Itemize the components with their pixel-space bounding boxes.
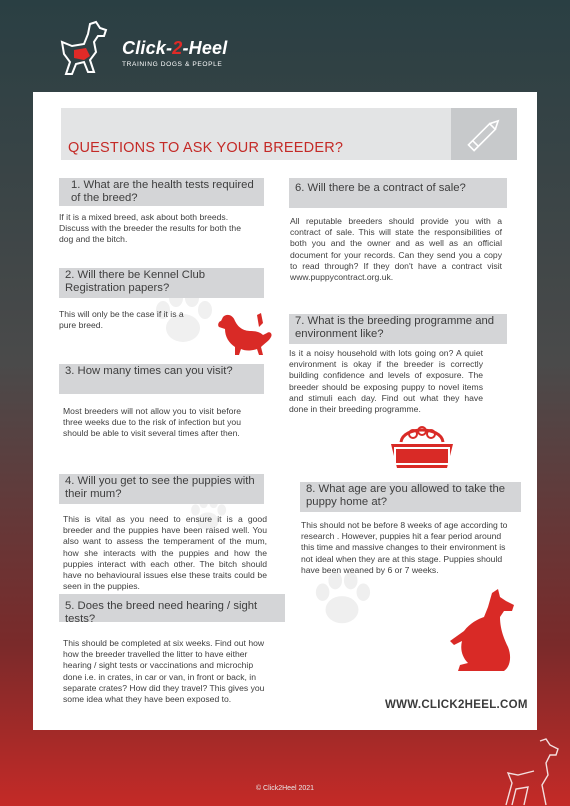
title-box — [61, 108, 463, 160]
question-5-answer: This should be completed at six weeks. Find out how how the breeder travelled the litter to have either hearing / sight tests or vaccinations and microchip done i.e. in crates, in car or van, in front or back, in separate crates? How did they travel? This gives you some idea what they have been exposed to. — [63, 638, 265, 705]
content-card — [33, 92, 537, 730]
website-link[interactable]: WWW.CLICK2HEEL.COM — [385, 699, 528, 711]
question-8-heading: 8. What age are you allowed to take the puppy home at? — [300, 482, 521, 512]
question-7-heading: 7. What is the breeding programme and environment like? — [289, 314, 507, 344]
dog-logo-icon — [60, 20, 112, 76]
copyright-text: © Click2Heel 2021 — [255, 785, 315, 792]
question-3-answer: Most breeders will not allow you to visit before three weeks due to the risk of infection but you should be able to visit several times after then. — [63, 406, 241, 439]
question-4-heading: 4. Will you get to see the puppies with their mum? — [59, 474, 264, 504]
pencil-icon — [451, 108, 517, 160]
question-6-answer: All reputable breeders should provide you with a contract of sale. This will state the responsibilities of both you and the owner and as well as an official document for your records. Can they send you a copy to read through? If they don't have a contract visit www.puppycontract.org.uk. — [290, 216, 502, 283]
question-1-answer: If it is a mixed breed, ask about both breeds. Discuss with the breeder the results for both the dog and the bitch. — [59, 212, 241, 245]
sitting-dog-icon — [448, 587, 524, 673]
question-4-answer: This is vital as you need to ensure it is a good breeder and the puppies have been raised well. You also want to assess the temperament of the mum, how she interacts with the puppies and how the puppies interact with each other. The bitch should have no behavioural issues else these traits could be seen in the puppies. — [63, 514, 267, 592]
pencil-box — [451, 108, 517, 160]
question-5-heading: 5. Does the breed need hearing / sight tests? — [59, 594, 285, 622]
question-7-answer: Is it a noisy household with lots going on? A quiet environment is okay if the breeder is correctly building confidence and levels of exposure. The breeder should be exposing puppy to novel items and stimuli each day. Find out what they have done in their breeding programme. — [289, 348, 483, 415]
question-8-answer: This should not be before 8 weeks of age according to research . However, puppies hit a fear period around this time and massive changes to their environment is not ideal when they are at this stage. Puppies should have been weaned by 6 or 7 weeks. — [301, 520, 508, 575]
brand-name: Click-2-Heel — [122, 38, 228, 58]
playing-puppy-icon — [217, 307, 275, 357]
question-1-heading: 1. What are the health tests required of the breed? — [59, 178, 264, 206]
brand-logo — [60, 18, 240, 78]
paw-print-icon — [311, 570, 373, 630]
question-2-heading: 2. Will there be Kennel Club Registration papers? — [59, 268, 264, 298]
brand-tagline: TRAINING DOGS & PEOPLE — [122, 61, 223, 68]
question-3-heading: 3. How many times can you visit? — [59, 364, 264, 394]
question-6-heading: 6. Will there be a contract of sale? — [289, 178, 507, 208]
dog-outline-icon — [500, 735, 570, 806]
page-title: QUESTIONS TO ASK YOUR BREEDER? — [68, 140, 344, 156]
question-2-answer: This will only be the case if it is a pure breed. — [59, 309, 184, 331]
dog-bowl-icon — [385, 420, 459, 472]
